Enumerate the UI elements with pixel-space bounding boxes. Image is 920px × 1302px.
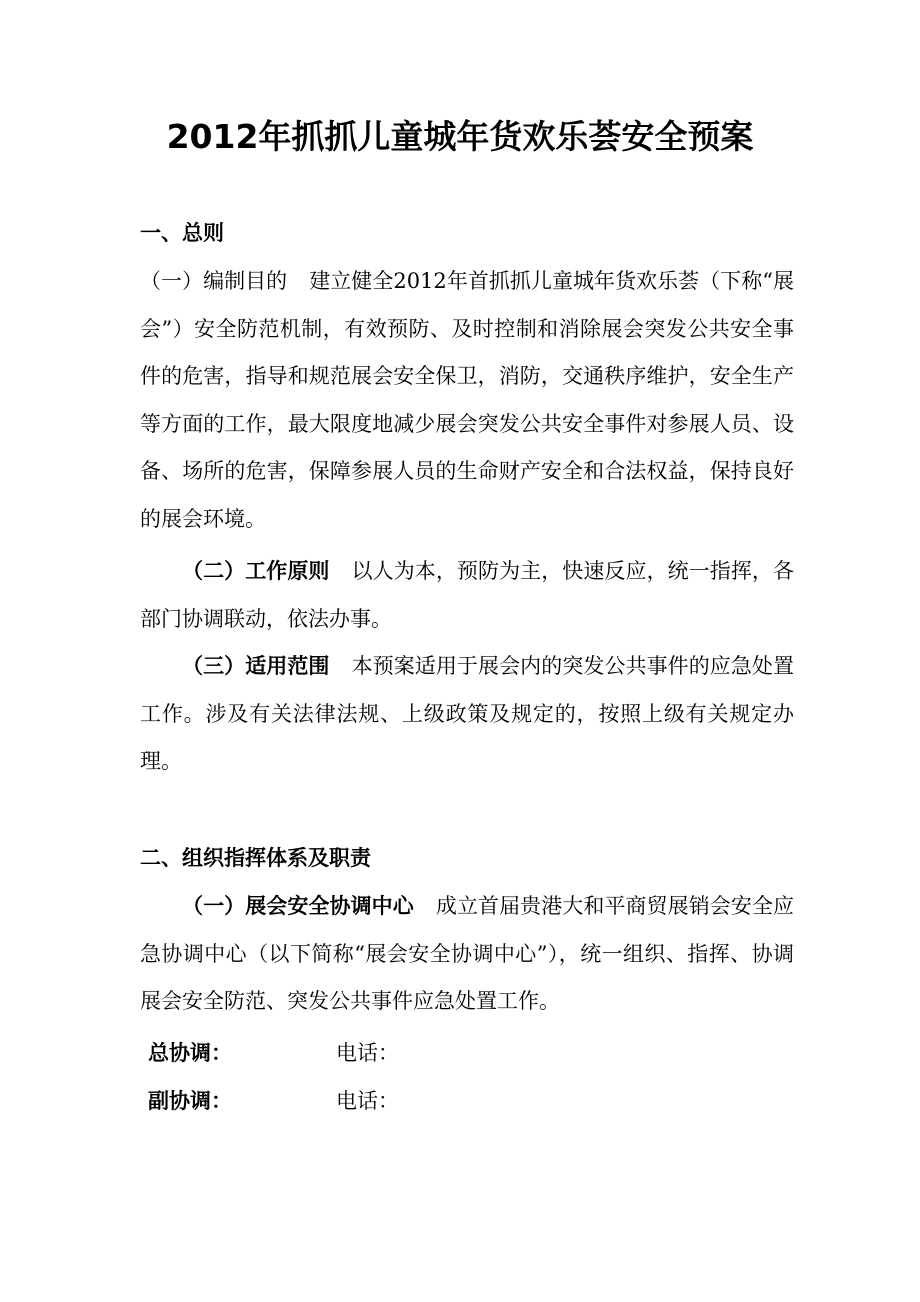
paragraph-purpose <box>140 258 794 543</box>
contact-phone-deputy: 电话： <box>336 1089 399 1113</box>
document-title: 2012年抓抓儿童城年货欢乐荟安全预案 <box>166 117 754 156</box>
paragraph-text-principles: 以人为本，预防为主，快速反应，统一指挥，各部门协调联动，依法办事。 <box>140 559 794 631</box>
paragraph-label-purpose: （一）编制目的 <box>140 269 288 293</box>
section-heading-organization: 二、组织指挥体系及职责 <box>140 846 371 870</box>
paragraph-coordination-center <box>140 883 794 1026</box>
paragraph-label-coordination-center: （一）展会安全协调中心 <box>182 894 414 918</box>
contact-role-deputy: 副协调： <box>148 1089 232 1113</box>
section-heading-general: 一、总则 <box>140 221 224 245</box>
contact-role-chief: 总协调： <box>148 1041 232 1065</box>
paragraph-label-scope: （三）适用范围 <box>182 654 330 678</box>
paragraph-text-purpose: 建立健全2012年首抓抓儿童城年货欢乐荟（下称“展会”）安全防范机制，有效预防、及时控制和消除展会突发公共安全事件的危害，指导和规范展会安全保卫，消防，交通秩序维护，安全生产等方面的工作，最大限度地减少展会突发公共安全事件对参展人员、设备、场所的危害，保障参展人员的生命财产安全和合法权益，保持良好的展会环境。 <box>140 269 794 531</box>
paragraph-text-coordination-center: 成立首届贵港大和平商贸展销会安全应急协调中心（以下简称“展会安全协调中心”），统一组织、指挥、协调展会安全防范、突发公共事件应急处置工作。 <box>140 894 795 1013</box>
contact-phone-chief: 电话： <box>336 1041 399 1065</box>
paragraph-principles <box>140 548 794 643</box>
paragraph-scope <box>140 643 794 786</box>
paragraph-label-principles: （二）工作原则 <box>182 559 330 583</box>
paragraph-text-scope: 本预案适用于展会内的突发公共事件的应急处置工作。涉及有关法律法规、上级政策及规定的，按照上级有关规定办理。 <box>140 654 794 773</box>
